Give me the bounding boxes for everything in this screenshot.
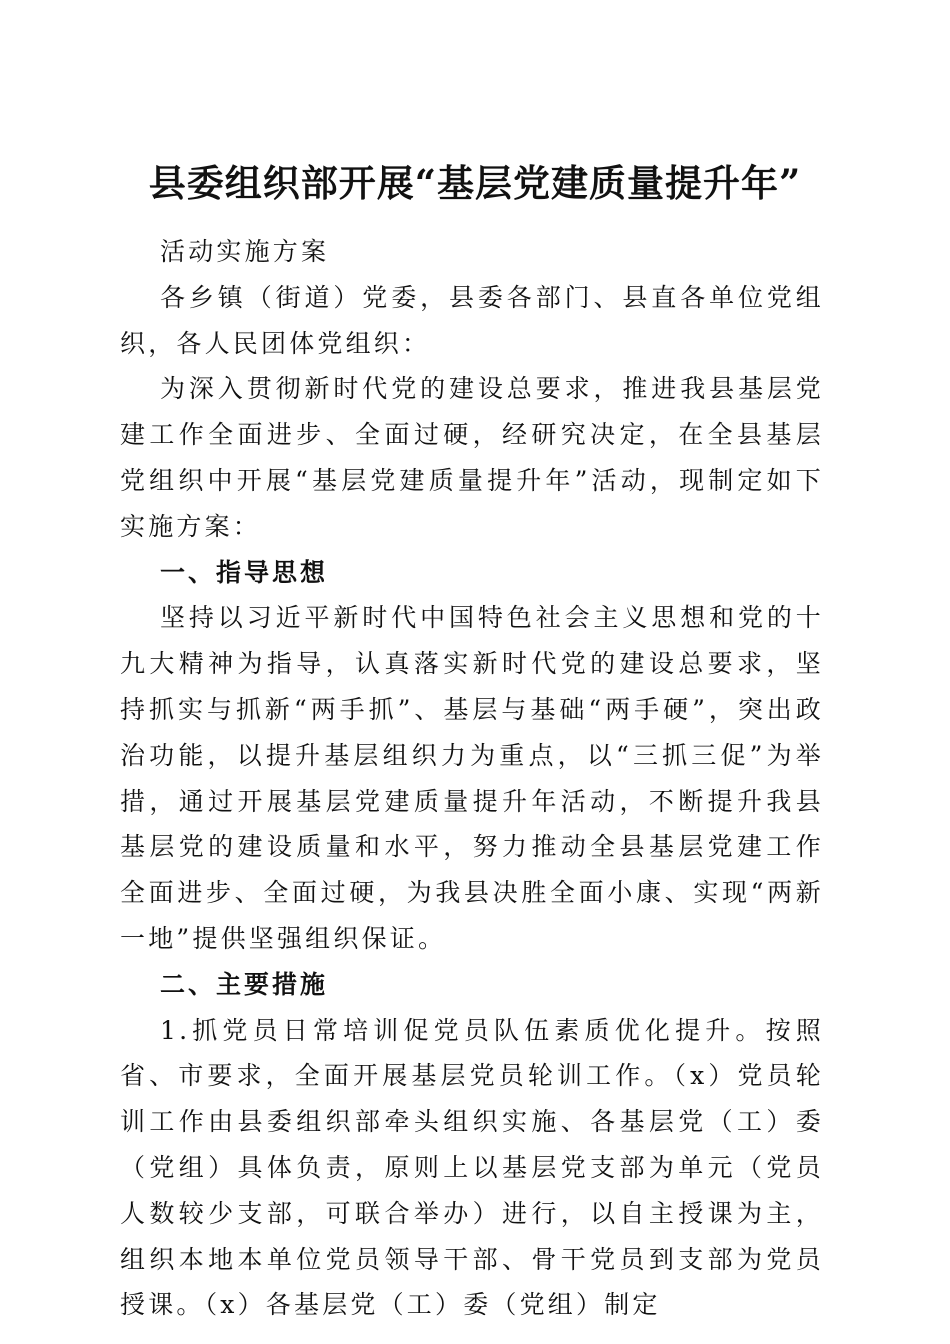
document-subtitle: 活动实施方案 (160, 237, 330, 266)
main-measures-item-1: 1.抓党员日常培训促党员队伍素质优化提升。按照省、市要求，全面开展基层党员轮训工作。（x）党员轮训工作由县委组织部牵头组织实施、各基层党（工）委（党组）具体负责，原则上以基层党支部为单元（党员人数较少支部，可联合举办）进行，以自主授课为主，组织本地本单位党员领导干部、骨干党员到支部为党员授课。（x）各基层党（工）委（党组）制定 (120, 1015, 824, 1320)
section-heading-guiding-ideology: 一、指导思想 (160, 557, 329, 587)
guiding-ideology-paragraph: 坚持以习近平新时代中国特色社会主义思想和党的十九大精神为指导，认真落实新时代党的建设总要求，坚持抓实与抓新“两手抓”、基层与基础“两手硬”，突出政治功能，以提升基层组织力为重点，以“三抓三促”为举措，通过开展基层党建质量提升年活动，不断提升我县基层党的建设质量和水平，努力推动全县基层党建工作全面进步、全面过硬，为我县决胜全面小康、实现“两新一地”提供坚强组织保证。 (120, 603, 824, 953)
document-title: 县委组织部开展“基层党建质量提升年” (148, 160, 802, 205)
document-body (120, 229, 824, 1328)
addressee-paragraph: 各乡镇（街道）党委，县委各部门、县直各单位党组织，各人民团体党组织： (120, 282, 824, 358)
intro-paragraph: 为深入贯彻新时代党的建设总要求，推进我县基层党建工作全面进步、全面过硬，经研究决定，在全县基层党组织中开展“基层党建质量提升年”活动，现制定如下实施方案： (120, 374, 824, 541)
section-heading-main-measures: 二、主要措施 (160, 969, 329, 999)
